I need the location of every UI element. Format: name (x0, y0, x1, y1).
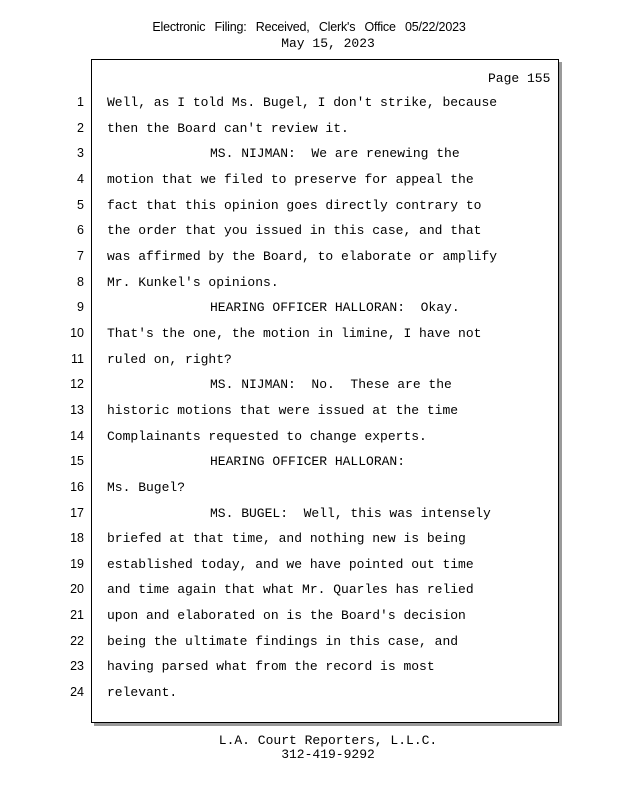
line-text: fact that this opinion goes directly contrary to (107, 197, 482, 213)
line-number: 10 (70, 325, 84, 340)
line-number: 18 (70, 531, 84, 546)
line-text: Mr. Kunkel's opinions. (107, 274, 279, 290)
line-number: 20 (70, 582, 84, 597)
line-text: was affirmed by the Board, to elaborate or amplify (107, 248, 498, 264)
line-number: 7 (77, 248, 84, 263)
line-number: 1 (77, 95, 84, 109)
line-text: Ms. Bugel? (107, 479, 186, 495)
transcript-date: May 15, 2023 (281, 36, 375, 51)
line-text: Well, as I told Ms. Bugel, I don't strike, because (107, 95, 498, 110)
line-text: relevant. (107, 685, 178, 701)
line-number: 11 (71, 351, 84, 366)
line-number: 19 (70, 556, 84, 571)
line-number: 12 (70, 377, 84, 392)
line-text: MS. BUGEL: Well, this was intensely (210, 505, 491, 521)
line-text: briefed at that time, and nothing new is being (107, 531, 466, 547)
line-text: historic motions that were issued at the time (107, 402, 459, 418)
line-number: 6 (77, 223, 84, 238)
reporter-phone: 312-419-9292 (281, 747, 375, 762)
line-text: ruled on, right? (107, 351, 232, 367)
page-number: Page 155 (488, 71, 551, 86)
line-number: 14 (70, 428, 84, 443)
line-number: 16 (70, 479, 84, 494)
line-text: MS. NIJMAN: We are renewing the (210, 146, 460, 162)
line-text: HEARING OFFICER HALLORAN: Okay. (210, 300, 460, 316)
line-number: 15 (70, 454, 84, 469)
line-number: 4 (77, 171, 84, 186)
line-number: 23 (70, 659, 84, 674)
line-text: the order that you issued in this case, and that (107, 223, 482, 239)
line-text: motion that we filed to preserve for appeal the (107, 171, 474, 187)
line-number: 9 (77, 300, 84, 315)
reporter-company: L.A. Court Reporters, L.L.C. (218, 733, 438, 748)
line-text: HEARING OFFICER HALLORAN: (210, 454, 406, 470)
line-text: established today, and we have pointed out time (107, 556, 474, 572)
filing-stamp: Electronic Filing: Received, Clerk's Office 05/22/2023 (152, 20, 466, 34)
line-number: 3 (77, 146, 84, 161)
line-text: being the ultimate findings in this case, and (107, 633, 459, 649)
line-number: 2 (77, 120, 84, 135)
line-number: 8 (77, 274, 84, 289)
line-number: 21 (70, 608, 84, 623)
line-number: 13 (70, 402, 84, 417)
line-number: 17 (70, 505, 84, 520)
line-number: 24 (70, 685, 84, 700)
line-text: having parsed what from the record is most (107, 659, 435, 675)
line-number: 5 (77, 197, 84, 212)
line-text: Complainants requested to change experts. (107, 428, 427, 444)
line-text: then the Board can't review it. (107, 120, 349, 136)
line-text: That's the one, the motion in limine, I have not (107, 325, 482, 341)
line-text: MS. NIJMAN: No. These are the (210, 377, 452, 393)
line-text: upon and elaborated on is the Board's decision (107, 608, 466, 624)
line-text: and time again that what Mr. Quarles has relied (107, 582, 474, 598)
line-number: 22 (70, 633, 84, 648)
